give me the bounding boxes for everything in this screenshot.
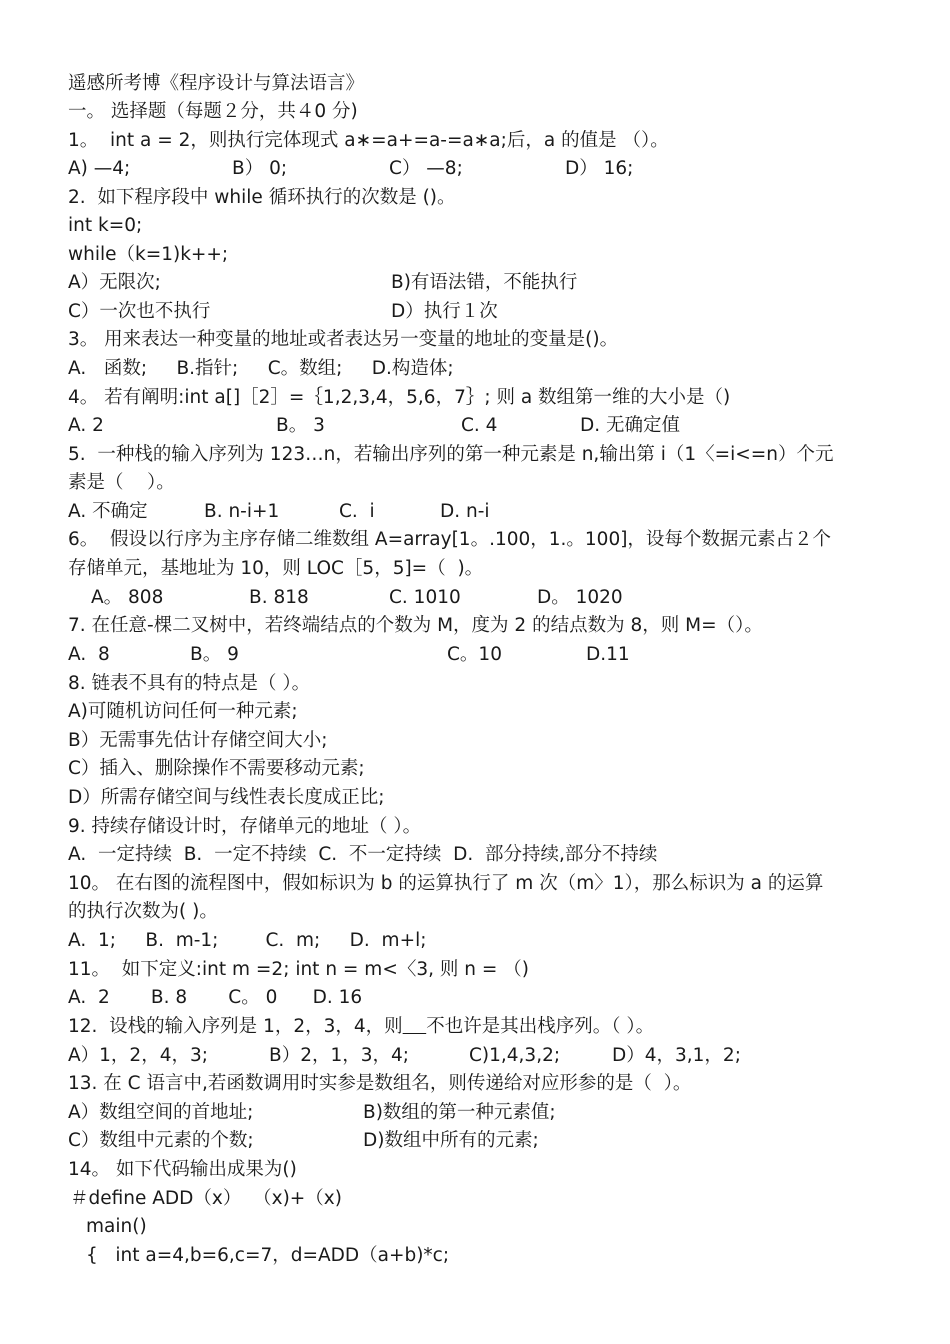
q1-option-d: D） 16; [565, 158, 634, 179]
q1-stem: 1。 int a = 2，则执行完体现式 a∗=a+=a-=a∗a;后，a 的值是 （）。 [68, 130, 669, 151]
q12-option-a: A）1，2，4，3; [68, 1045, 208, 1066]
q6-stem-line-2: 存储单元，基地址为 10，则 LOC［5，5]=（ )。 [68, 558, 484, 579]
section-heading: 一。 选择题（每题２分，共４0 分) [68, 101, 358, 122]
q7-option-a: A. 8 [68, 644, 110, 665]
q6-option-b: B. 818 [249, 587, 309, 608]
q2-code-line-1: int k=0; [68, 215, 143, 236]
q2-stem: 2. 如下程序段中 while 循环执行的次数是 ()。 [68, 187, 456, 208]
q14-code-line-2: main() [86, 1216, 147, 1237]
q13-stem: 13. 在 C 语言中,若函数调用时实参是数组名，则传递给对应形参的是（ ）。 [68, 1073, 692, 1094]
q7-option-c: C。10 [447, 644, 502, 665]
q12-stem [68, 1013, 654, 1041]
q5-stem-line-2: 素是（ ）。 [68, 472, 175, 493]
q4-option-a: A. 2 [68, 415, 104, 436]
q2-option-d: D）执行１次 [391, 301, 498, 322]
q1-option-a: A) —4; [68, 158, 131, 179]
q12-stem-end: 不也许是其出栈序列。（ ）。 [426, 1016, 655, 1037]
q3-options: A. 函数; B.指针; C。数组; D.构造体; [68, 358, 454, 379]
q11-stem: 11。 如下定义:int m =2; int n = m<〈3, 则 n = （) [68, 959, 529, 980]
q8-option-d: D）所需存储空间与线性表长度成正比; [68, 787, 385, 808]
q1-option-b: B） 0; [232, 158, 288, 179]
q9-stem: 9. 持续存储设计时，存储单元的地址（ ）。 [68, 816, 422, 837]
q13-option-d: D)数组中所有的元素; [363, 1130, 539, 1151]
q12-answer-blank [403, 1013, 427, 1041]
q12-option-b: B）2，1，3，4; [269, 1045, 410, 1066]
q14-stem: 14。 如下代码输出成果为() [68, 1159, 297, 1180]
q4-option-b: B。 3 [276, 415, 325, 436]
q12-stem-start: 12. 设栈的输入序列是 1，2，3，4，则 [68, 1016, 403, 1037]
q7-stem: 7. 在任意-棵二叉树中，若终端结点的个数为 M，度为 2 的结点数为 8，则 M=（）。 [68, 615, 763, 636]
q10-options: A. 1; B. m-1; C. m; D. m+l; [68, 930, 427, 951]
q9-options: A. 一定持续 B. 一定不持续 C. 不一定持续 D. 部分持续,部分不持续 [68, 844, 658, 865]
q6-option-a: A。 808 [91, 587, 164, 608]
q4-option-d: D. 无确定值 [580, 415, 681, 436]
q7-option-b: B。 9 [190, 644, 239, 665]
q4-option-c: C. 4 [461, 415, 498, 436]
q2-code-line-2: while（k=1)k++; [68, 244, 229, 265]
q14-code-line-1: ＃define ADD（x） （x)+（x) [70, 1188, 342, 1209]
q6-option-c: C. 1010 [389, 587, 461, 608]
q5-option-b: B. n-i+1 [204, 501, 280, 522]
q14-code-line-3: { int a=4,b=6,c=7，d=ADD（a+b)*c; [86, 1245, 450, 1266]
q13-option-b: B)数组的第一种元素值; [363, 1102, 556, 1123]
q2-option-b: B)有语法错，不能执行 [391, 272, 578, 293]
q5-option-c: C. i [339, 501, 375, 522]
q12-option-c: C)1,4,3,2; [469, 1045, 561, 1066]
q6-stem-line-1: 6。 假设以行序为主序存储二维数组 A=array[1。.100，1.。100]，设每个数据元素占２个 [68, 529, 831, 550]
q5-option-d: D. n-i [440, 501, 490, 522]
q2-option-c: C）一次也不执行 [68, 301, 211, 322]
q8-stem: 8. 链表不具有的特点是（ ）。 [68, 673, 311, 694]
q8-option-c: C）插入、删除操作不需要移动元素; [68, 758, 365, 779]
q10-stem-line-2: 的执行次数为( )。 [68, 901, 218, 922]
q4-stem: 4。 若有阐明:int a[]［2］=｛1,2,3,4，5,6，7｝; 则 a 数组第一维的大小是（) [68, 387, 731, 408]
document-title: 遥感所考博《程序设计与算法语言》 [68, 73, 365, 94]
q13-option-a: A）数组空间的首地址; [68, 1102, 254, 1123]
q2-option-a: A）无限次; [68, 272, 161, 293]
q5-option-a: A. 不确定 [68, 501, 148, 522]
q10-stem-line-1: 10。 在右图的流程图中，假如标识为 b 的运算执行了 m 次（m〉1），那么标识为 a 的运算 [68, 873, 824, 894]
q7-option-d: D.11 [586, 644, 630, 665]
q12-option-d: D）4，3,1，2; [612, 1045, 741, 1066]
q8-option-a: A)可随机访问任何一种元素; [68, 701, 298, 722]
q1-option-c: C） —8; [389, 158, 463, 179]
q8-option-b: B）无需事先估计存储空间大小; [68, 730, 328, 751]
q13-option-c: C）数组中元素的个数; [68, 1130, 254, 1151]
q3-stem: 3。 用来表达一种变量的地址或者表达另一变量的地址的变量是()。 [68, 329, 619, 350]
q11-options: A. 2 B. 8 C。 0 D. 16 [68, 987, 363, 1008]
q6-option-d: D。 1020 [537, 587, 623, 608]
q5-stem-line-1: 5. 一种栈的输入序列为 123…n，若输出序列的第一种元素是 n,输出第 i（1〈=i<=n）个元 [68, 444, 834, 465]
